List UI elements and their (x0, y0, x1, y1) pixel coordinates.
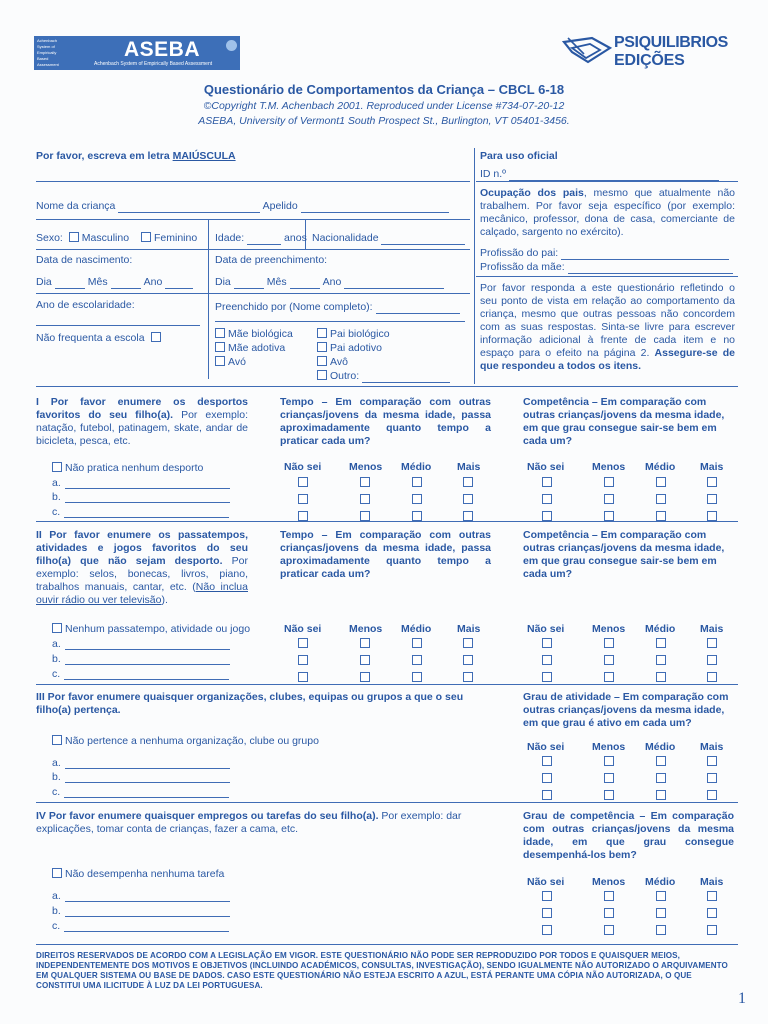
mother-job-field[interactable] (568, 273, 733, 274)
scale-more: Mais (457, 623, 481, 635)
relation-label: Mãe adotiva (228, 342, 286, 354)
biological-mother-checkbox[interactable] (215, 328, 225, 338)
checkbox[interactable] (360, 638, 370, 648)
checkbox[interactable] (360, 655, 370, 665)
checkbox[interactable] (656, 672, 666, 682)
scale-dont-know: Não sei (284, 623, 322, 635)
section4-more (707, 891, 717, 942)
section2-none-row (52, 623, 250, 636)
nationality-row (312, 232, 465, 245)
item-letter: b. (52, 653, 61, 665)
checkbox[interactable] (463, 638, 473, 648)
checkbox[interactable] (707, 511, 717, 521)
scale-dont-know: Não sei (284, 461, 322, 473)
section2-comp-average (656, 638, 666, 689)
section2-text: Por exemplo: selos, bonecas, livros, piano, trabalhos manuais, cantar, etc. ( (36, 555, 248, 593)
section2-comp-dont-know (542, 638, 552, 689)
section2-item-c (52, 668, 229, 680)
item-letter: b. (52, 491, 61, 503)
page-title: Questionário de Comportamentos da Criança – CBCL 6-18 (203, 82, 565, 97)
filled-by-field-2[interactable] (215, 321, 465, 322)
checkbox[interactable] (707, 756, 717, 766)
scale-more: Mais (700, 461, 724, 473)
aseba-wordmark: ASEBA (124, 38, 201, 61)
section3-average (656, 756, 666, 807)
filled-by-field[interactable] (376, 313, 460, 314)
day-label: Dia (215, 276, 231, 288)
checkbox[interactable] (656, 790, 666, 800)
section4-less (604, 891, 614, 942)
no-school-label: Não frequenta a escola (36, 332, 145, 344)
checkbox[interactable] (707, 638, 717, 648)
checkbox[interactable] (360, 477, 370, 487)
checkbox[interactable] (542, 494, 552, 504)
item-letter: c. (52, 668, 61, 680)
birth-year-field[interactable] (165, 288, 193, 289)
item-letter: c. (52, 786, 61, 798)
sex-label: Sexo: (36, 232, 63, 244)
male-label: Masculino (81, 232, 130, 244)
checkbox[interactable] (298, 638, 308, 648)
section4-item-b-field[interactable] (65, 916, 230, 917)
checkbox[interactable] (656, 756, 666, 766)
scale-dont-know: Não sei (527, 876, 565, 888)
checkbox[interactable] (604, 756, 614, 766)
scale-average: Médio (645, 741, 676, 753)
checkbox[interactable] (604, 891, 614, 901)
checkbox[interactable] (707, 477, 717, 487)
divider (36, 181, 470, 182)
checkbox[interactable] (707, 908, 717, 918)
checkbox[interactable] (542, 773, 552, 783)
section-divider (36, 802, 738, 803)
section1-item-a (52, 477, 230, 489)
section3-dont-know (542, 756, 552, 807)
section2-item-b (52, 653, 230, 665)
relation-label: Pai adotivo (330, 342, 382, 354)
checkbox[interactable] (542, 672, 552, 682)
checkbox[interactable] (360, 511, 370, 521)
section4-item-c (52, 920, 229, 932)
checkbox[interactable] (360, 494, 370, 504)
scale-dont-know: Não sei (527, 461, 565, 473)
id-label: ID n.º (480, 168, 507, 180)
month-label: Mês (266, 276, 287, 288)
section4-item-b (52, 905, 230, 917)
checkbox[interactable] (656, 773, 666, 783)
checkbox[interactable] (656, 511, 666, 521)
section2-none-checkbox[interactable] (52, 623, 62, 633)
section3-item-b-field[interactable] (65, 782, 230, 783)
instructions-bold: Assegure-se de que respondeu a todos os itens. (480, 347, 735, 372)
divider-vertical (474, 148, 475, 384)
checkbox[interactable] (542, 908, 552, 918)
item-letter: a. (52, 477, 61, 489)
official-use-title: Para uso oficial (480, 150, 558, 162)
checkbox[interactable] (412, 494, 422, 504)
section2-item-a (52, 638, 230, 650)
checkbox[interactable] (463, 511, 473, 521)
copyright-address: ASEBA, University of Vermont1 South Prospect St., Burlington, VT 05401-3456. (198, 115, 570, 127)
divider-vertical (208, 219, 209, 379)
checkbox[interactable] (542, 925, 552, 935)
section3-more (707, 756, 717, 807)
section1-none-checkbox[interactable] (52, 462, 62, 472)
scale-average: Médio (645, 623, 676, 635)
aseba-side-item: Based (37, 56, 49, 61)
checkbox[interactable] (542, 790, 552, 800)
checkbox[interactable] (463, 494, 473, 504)
divider (476, 181, 738, 182)
section4-bold: IV Por favor enumere quaisquer empregos ou tarefas do seu filho(a). (36, 810, 379, 822)
age-label: Idade: (215, 232, 245, 244)
copyright-line: ©Copyright T.M. Achenbach 2001. Reproduced under License #734-07-20-12 (203, 100, 565, 112)
checkbox[interactable] (604, 790, 614, 800)
section2-item-a-field[interactable] (65, 649, 230, 650)
section1-none-label: Não pratica nenhum desporto (65, 462, 204, 474)
checkbox[interactable] (656, 638, 666, 648)
checkbox[interactable] (542, 511, 552, 521)
child-name-label: Nome da criança (36, 200, 116, 212)
scale-dont-know: Não sei (527, 623, 565, 635)
fill-day-field[interactable] (234, 288, 264, 289)
sex-row (36, 232, 197, 245)
section1-text: Por exemplo: natação, futebol, patinagem, skate, andar de bicicleta, pesca, etc. (36, 409, 248, 447)
checkbox[interactable] (707, 773, 717, 783)
publisher-subname: EDIÇÕES (614, 52, 685, 69)
section4-item-c-field[interactable] (64, 931, 229, 932)
section2-underlined: Não inclua ouvir rádio ou ver televisão (36, 581, 248, 606)
section3-none-label: Não pertence a nenhuma organização, clube ou grupo (65, 735, 319, 747)
scale-less: Menos (349, 623, 383, 635)
section2-time-less (360, 638, 370, 689)
birth-day-field[interactable] (55, 288, 85, 289)
adoptive-father-checkbox[interactable] (317, 342, 327, 352)
scale-more: Mais (700, 741, 724, 753)
section3-item-a (52, 757, 230, 769)
child-name-field[interactable] (118, 212, 260, 213)
section4-item-a (52, 890, 230, 902)
psiquilibrios-logo-icon (562, 34, 614, 64)
checkbox[interactable] (298, 655, 308, 665)
day-label: Dia (36, 276, 52, 288)
checkbox[interactable] (298, 477, 308, 487)
section3-item-a-field[interactable] (65, 768, 230, 769)
birth-month-field[interactable] (111, 288, 141, 289)
item-letter: c. (52, 506, 61, 518)
nationality-field[interactable] (381, 244, 465, 245)
checkbox[interactable] (542, 638, 552, 648)
section2-comp-more (707, 638, 717, 689)
child-name-row (36, 200, 468, 213)
globe-icon (226, 40, 237, 51)
scale-less: Menos (349, 461, 383, 473)
section2-none-label: Nenhum passatempo, atividade ou jogo (65, 623, 251, 635)
father-job-label: Profissão do pai: (480, 247, 559, 259)
section2-time-question: Tempo – Em comparação com outras crianças/jovens da mesma idade, passa aproximadamente quanto tempo a praticar cada um? (280, 529, 491, 580)
checkbox[interactable] (707, 790, 717, 800)
relation-label: Mãe biológica (228, 328, 293, 340)
scale-average: Médio (645, 876, 676, 888)
section3-none-checkbox[interactable] (52, 735, 62, 745)
checkbox[interactable] (298, 494, 308, 504)
checkbox[interactable] (542, 655, 552, 665)
scale-average: Médio (401, 623, 432, 635)
female-checkbox[interactable] (141, 232, 151, 242)
mother-job-label: Profissão da mãe: (480, 261, 565, 273)
scale-dont-know: Não sei (527, 741, 565, 753)
checkbox[interactable] (542, 891, 552, 901)
checkbox[interactable] (604, 925, 614, 935)
checkbox[interactable] (463, 672, 473, 682)
scale-less: Menos (592, 741, 626, 753)
checkbox[interactable] (542, 477, 552, 487)
filled-by-label: Preenchido por (Nome completo): (215, 301, 373, 313)
relation-label: Avô (330, 356, 348, 368)
checkbox[interactable] (604, 773, 614, 783)
page-number: 1 (738, 990, 746, 1007)
years-label: anos (284, 232, 307, 244)
scale-average: Médio (645, 461, 676, 473)
adoptive-mother-checkbox[interactable] (215, 342, 225, 352)
section2-time-average (412, 638, 422, 689)
age-row (215, 232, 307, 245)
aseba-logo (34, 36, 240, 70)
section1-item-c-field[interactable] (64, 517, 229, 518)
item-letter: b. (52, 771, 61, 783)
male-checkbox[interactable] (69, 232, 79, 242)
item-letter: a. (52, 890, 61, 902)
section4-none-row (52, 868, 224, 881)
section1-item-b (52, 491, 230, 503)
section3-none-row (52, 735, 319, 748)
divider (476, 276, 738, 277)
fill-date-label: Data de preenchimento: (215, 254, 328, 266)
checkbox[interactable] (412, 672, 422, 682)
scale-less: Menos (592, 461, 626, 473)
checkbox[interactable] (360, 672, 370, 682)
scale-less: Menos (592, 876, 626, 888)
relation-label: Outro: (330, 370, 360, 382)
fill-year-field[interactable] (344, 288, 444, 289)
checkbox[interactable] (604, 511, 614, 521)
aseba-side-list (37, 38, 67, 68)
capital-letters-instruction (36, 150, 236, 163)
surname-field[interactable] (301, 212, 449, 213)
section4-item-a-field[interactable] (65, 901, 230, 902)
checkbox[interactable] (298, 672, 308, 682)
divider (36, 219, 470, 220)
checkbox[interactable] (656, 908, 666, 918)
scale-more: Mais (700, 623, 724, 635)
item-letter: a. (52, 638, 61, 650)
checkbox[interactable] (656, 891, 666, 901)
school-year-field[interactable] (36, 325, 200, 326)
answer-instructions (480, 282, 735, 373)
aseba-side-item: System of (37, 44, 55, 49)
scale-more: Mais (457, 461, 481, 473)
section2-bold: II Por favor enumere os passatempos, atividades e jogos favoritos do seu filho(a) que não sejam desporto. (36, 529, 248, 567)
checkbox[interactable] (656, 477, 666, 487)
relation-label: Pai biológico (330, 328, 390, 340)
id-row (480, 168, 719, 181)
birth-date-fields (36, 276, 193, 289)
section2-time-more (463, 638, 473, 689)
no-school-row (36, 332, 164, 345)
instruction-caps: MAIÚSCULA (172, 150, 236, 162)
checkbox[interactable] (604, 638, 614, 648)
section3-activity-question: Grau de atividade – Em comparação com outras crianças/jovens da mesma idade, em que grau é ativo em cada um? (523, 691, 729, 729)
section4-prompt (36, 810, 496, 836)
checkbox[interactable] (604, 908, 614, 918)
surname-label: Apelido (262, 200, 298, 212)
checkbox[interactable] (604, 672, 614, 682)
section4-text: Por exemplo: dar explicações, tomar conta de crianças, fazer a cama, etc. (36, 810, 462, 835)
section2-item-c-field[interactable] (64, 679, 229, 680)
grandfather-checkbox[interactable] (317, 356, 327, 366)
filled-by-row (215, 301, 460, 314)
father-job-field[interactable] (561, 259, 729, 260)
section4-none-label: Não desempenha nenhuma tarefa (65, 868, 225, 880)
checkbox[interactable] (412, 655, 422, 665)
divider (36, 293, 470, 294)
aseba-side-item: Assessment (37, 62, 59, 67)
section3-item-b (52, 771, 230, 783)
checkbox[interactable] (298, 511, 308, 521)
checkbox[interactable] (656, 655, 666, 665)
item-letter: c. (52, 920, 61, 932)
section-divider (36, 386, 738, 387)
section3-prompt: III Por favor enumere quaisquer organizações, clubes, equipas ou grupos a que o seu filho(a) pertença. (36, 691, 464, 716)
divider (36, 249, 470, 250)
month-label: Mês (87, 276, 108, 288)
checkbox[interactable] (707, 672, 717, 682)
checkbox[interactable] (707, 925, 717, 935)
nationality-label: Nacionalidade (312, 232, 379, 244)
parents-occupation (480, 187, 735, 239)
checkbox[interactable] (707, 891, 717, 901)
section3-less (604, 756, 614, 807)
checkbox[interactable] (656, 494, 666, 504)
aseba-side-item: Empirically (37, 50, 57, 55)
section2-time-dont-know (298, 638, 308, 689)
checkbox[interactable] (604, 477, 614, 487)
item-letter: a. (52, 757, 61, 769)
instructions-text: Por favor responda a este questionário refletindo o seu ponto de vista em relação ao comportamento da criança, mesmo que outras pessoas não concordem com as suas respostas. Sinta-se livre para escrever informação adicional à frente de cada item e no espaço para o efeito na página 2. (480, 282, 735, 359)
checkbox[interactable] (412, 638, 422, 648)
checkbox[interactable] (604, 655, 614, 665)
checkbox[interactable] (707, 494, 717, 504)
year-label: Ano (322, 276, 342, 288)
section1-competence-question: Competência – Em comparação com outras crianças/jovens da mesma idade, em que grau consegue sair-se bem em cada um? (523, 396, 725, 447)
instruction-text: Por favor, escreva em letra (36, 150, 173, 162)
item-letter: b. (52, 905, 61, 917)
age-field[interactable] (247, 244, 281, 245)
fill-month-field[interactable] (290, 288, 320, 289)
checkbox[interactable] (412, 477, 422, 487)
section-divider (36, 684, 738, 685)
no-school-checkbox[interactable] (151, 332, 161, 342)
section-divider (36, 944, 738, 945)
scale-less: Menos (592, 623, 626, 635)
section4-dont-know (542, 891, 552, 942)
section4-none-checkbox[interactable] (52, 868, 62, 878)
section2-end: ). (161, 594, 168, 606)
section1-item-b-field[interactable] (65, 502, 230, 503)
biological-father-checkbox[interactable] (317, 328, 327, 338)
other-checkbox[interactable] (317, 370, 327, 380)
section4-average (656, 891, 666, 942)
section1-none-row (52, 462, 203, 475)
section3-item-c (52, 786, 229, 798)
grandmother-checkbox[interactable] (215, 356, 225, 366)
occupation-text: , mesmo que atualmente não trabalhem. Por favor seja específico (por exemplo: mecânico, professor, dona de casa, comerciante de calçado, sargento no exército). (480, 187, 736, 238)
section1-prompt (36, 396, 248, 448)
school-year-label: Ano de escolaridade: (36, 299, 135, 311)
checkbox[interactable] (707, 655, 717, 665)
checkbox[interactable] (656, 925, 666, 935)
aseba-tagline: Achenbach System of Empirically Based Assessment (94, 61, 213, 67)
copyright-footer: DIREITOS RESERVADOS DE ACORDO COM A LEGISLAÇÃO EM VIGOR. ESTE QUESTIONÁRIO NÃO PODE SER REPRODUZIDO POR TODOS E QUAISQUER MEIOS, INDEPENDENTEMENTE DOS MOTIVOS E OBJETIVOS (INCLUINDO ACADÉMICOS, CONSULTAS, INVESTIGAÇÃO), SENDO IGUALMENTE NÃO AUTORIZADO O ARQUIVAMENTO EM QUALQUER SISTEMA OU BASE DE DADOS. CASO ESTE QUESTIONÁRIO NÃO ESTEJA ESCRITO A AZUL, ESTÁ PERANTE UMA CÓPIA NÃO AUTORIZADA, O QUE CONSTITUI UMA ILICITUDE À LUZ DA LEI PORTUGUESA. (36, 951, 728, 990)
section2-comp-less (604, 638, 614, 689)
checkbox[interactable] (542, 756, 552, 766)
checkbox[interactable] (412, 511, 422, 521)
scale-average: Médio (401, 461, 432, 473)
occupation-bold: Ocupação dos pais (480, 187, 584, 199)
section1-time-question: Tempo – Em comparação com outras crianças/jovens da mesma idade, passa aproximadamente quanto tempo a praticar cada um? (280, 396, 491, 447)
section2-item-b-field[interactable] (65, 664, 230, 665)
birth-date-label: Data de nascimento: (36, 254, 133, 266)
relation-label: Avó (228, 356, 246, 368)
section2-competence-question: Competência – Em comparação com outras crianças/jovens da mesma idade, em que grau consegue sair-se bem em cada um? (523, 529, 725, 580)
section4-competence-question: Grau de competência – Em comparação com outras crianças/jovens da mesma idade, em que grau consegue desempenhá-los bem? (523, 810, 734, 861)
section1-item-a-field[interactable] (65, 488, 230, 489)
section1-item-c (52, 506, 229, 518)
year-label: Ano (143, 276, 163, 288)
fill-date-fields (215, 276, 444, 289)
section2-prompt (36, 529, 248, 607)
section-divider (36, 521, 738, 522)
checkbox[interactable] (463, 477, 473, 487)
checkbox[interactable] (463, 655, 473, 665)
publisher-name: PSIQUILIBRIOS (614, 34, 728, 51)
mother-job-row (480, 261, 733, 274)
father-job-row (480, 247, 729, 260)
checkbox[interactable] (604, 494, 614, 504)
female-label: Feminino (153, 232, 198, 244)
section1-bold: I Por favor enumere os desportos favoritos do seu filho(a). (36, 396, 248, 421)
other-field[interactable] (362, 382, 450, 383)
scale-more: Mais (700, 876, 724, 888)
aseba-side-item: Achenbach (37, 38, 58, 43)
section3-item-c-field[interactable] (64, 797, 229, 798)
